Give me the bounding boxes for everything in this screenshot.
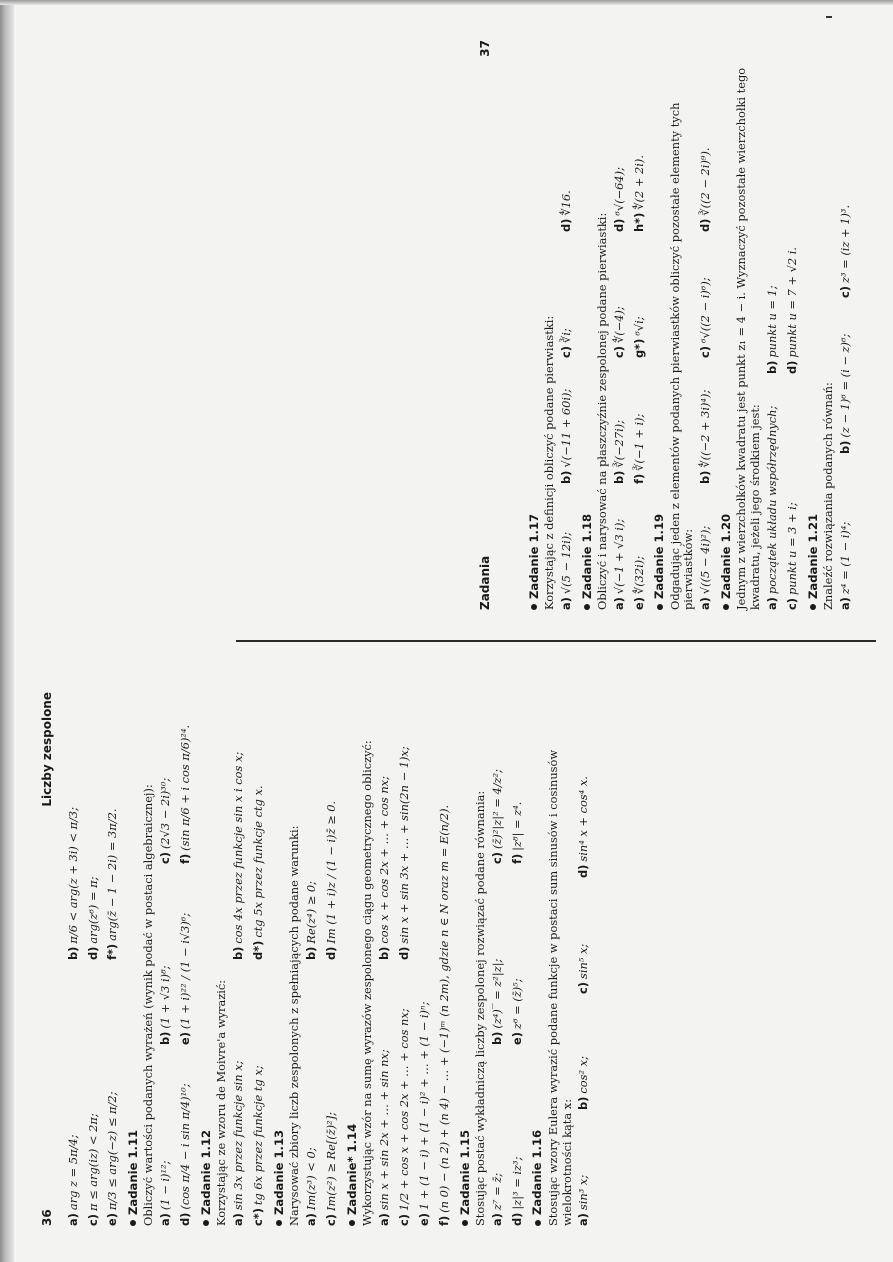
left-page-header bbox=[40, 692, 55, 1226]
exercise-row bbox=[378, 692, 392, 1226]
exercise-label: d) bbox=[785, 360, 800, 374]
exercise-item bbox=[438, 805, 452, 1226]
task-instruction: Narysować zbiory liczb zespolonych z spełniających podane warunki: bbox=[287, 825, 302, 1226]
exercise-row bbox=[232, 692, 246, 1226]
task-title: Zadanie 1.19 bbox=[652, 513, 667, 599]
exercise-item bbox=[491, 870, 505, 1045]
exercise-label: d) bbox=[396, 946, 411, 960]
bullet-icon bbox=[130, 1220, 136, 1226]
exercise-label: f) bbox=[631, 473, 646, 484]
exercise-expression: √(5 − 12i); bbox=[558, 531, 573, 595]
exercise-item bbox=[560, 238, 574, 358]
exercise-item bbox=[613, 238, 627, 358]
exercise-expression: cos 4x przez funkcje sin x i cos x; bbox=[231, 751, 246, 944]
exercise-expression: 1 + (1 − i) + (1 − i)² + … + (1 − i)ⁿ; bbox=[416, 1001, 431, 1211]
exercise-row bbox=[252, 692, 266, 1226]
exercise-item bbox=[633, 490, 647, 610]
exercise-expression: sin⁵ x; bbox=[576, 943, 591, 980]
scan-edge-top bbox=[0, 0, 893, 5]
task-heading bbox=[806, 40, 820, 610]
exercise-row bbox=[179, 692, 193, 1226]
exercise-label: b) bbox=[611, 470, 626, 484]
task-instruction: Wykorzystując wzór na sumę wyrazów zespolonego ciągu geometrycznego obliczyć: bbox=[360, 740, 375, 1226]
exercise-item bbox=[398, 966, 412, 1226]
exercise-item bbox=[577, 884, 591, 994]
task-instruction: Obliczyć wartości podanych wyrażeń (wynik podać w postaci algebraicznej): bbox=[141, 784, 156, 1226]
task-instruction: Jednym z wierzchołków kwadratu jest punkt z₁ = 4 − i. Wyznaczyć pozostałe wierzchołki tego kwadratu, jeżeli jego środkiem jest: bbox=[734, 67, 763, 610]
exercise-item bbox=[699, 238, 713, 358]
task-instruction: Korzystając z definicji obliczyć podane pierwiastki: bbox=[541, 315, 556, 610]
task-title: Zadanie* 1.14 bbox=[344, 1123, 359, 1215]
task-instruction: Korzystając ze wzoru de Moivre'a wyrazić: bbox=[214, 979, 229, 1226]
task-title: Zadanie 1.13 bbox=[272, 1129, 287, 1215]
exercise-label: c) bbox=[698, 346, 713, 358]
exercise-label: c) bbox=[324, 1214, 339, 1226]
exercise-expression: sin⁴ x + cos⁴ x. bbox=[576, 776, 591, 862]
exercise-item: c)π ≤ arg(iz) < 2π; bbox=[85, 1113, 100, 1226]
exercise-item bbox=[378, 776, 392, 960]
exercise-item bbox=[560, 490, 574, 610]
exercise-expression: (z̄)²|z|² = 4/z²; bbox=[489, 769, 504, 850]
exercise-expression: √((5 − 4i)²); bbox=[698, 525, 713, 595]
exercise-expression: (z − 1)⁶ = (i − z)⁶; bbox=[838, 333, 853, 438]
exercise-label: d) bbox=[576, 864, 591, 878]
exercise-expression: ∛((2 − 2i)⁹). bbox=[698, 147, 713, 216]
exercise-item bbox=[839, 304, 853, 454]
exercise-label: b) bbox=[489, 1031, 504, 1045]
task-instruction: Znaleźć rozwiązania podanych równań: bbox=[821, 382, 836, 610]
left-page bbox=[40, 692, 800, 1226]
exercise-label: b) bbox=[558, 470, 573, 484]
exercise-expression: Im(z³) < 0; bbox=[304, 1147, 319, 1211]
exercise-row bbox=[786, 40, 800, 610]
exercise-label: e) bbox=[178, 1032, 193, 1045]
exercise-label: b) bbox=[158, 1031, 173, 1045]
bullet-icon bbox=[531, 604, 537, 610]
exercise-label: a) bbox=[489, 1213, 504, 1226]
exercise-item bbox=[179, 1051, 193, 1226]
exercise-item bbox=[577, 776, 591, 878]
exercise-label: h*) bbox=[631, 212, 646, 232]
exercise-label: b) bbox=[838, 440, 853, 454]
exercise-row bbox=[766, 40, 780, 610]
task-heading bbox=[580, 40, 594, 610]
task-heading bbox=[530, 692, 544, 1226]
bullet-icon bbox=[203, 1220, 209, 1226]
exercise-label: a) bbox=[304, 1213, 319, 1226]
exercise-expression: ctg 5x przez funkcje ctg x. bbox=[251, 785, 266, 938]
exercise-row bbox=[438, 692, 452, 1226]
section-title: Zadania bbox=[478, 555, 492, 610]
bullet-icon bbox=[657, 604, 663, 610]
exercise-expression: tg 6x przez funkcje tg x; bbox=[251, 1065, 266, 1206]
exercise-label: e) bbox=[631, 597, 646, 610]
exercise-label: b) bbox=[231, 946, 246, 960]
exercise-item bbox=[699, 490, 713, 610]
exercise-label: a) bbox=[765, 597, 780, 610]
task-title: Zadanie 1.21 bbox=[806, 513, 821, 599]
exercise-item: e)π/3 ≤ arg(−z) ≤ π/2; bbox=[105, 1091, 120, 1226]
exercise-item: a)arg z = 5π/4; bbox=[65, 1134, 80, 1226]
exercise-label: e) bbox=[416, 1213, 431, 1226]
bullet-icon bbox=[349, 1220, 355, 1226]
exercise-label: c) bbox=[611, 346, 626, 358]
exercise-expression: z⁷ = z̄; bbox=[489, 1172, 504, 1211]
exercise-expression: ∜(32i); bbox=[631, 555, 646, 595]
exercise-expression: z⁴ = (1 − i)⁴; bbox=[838, 521, 853, 595]
exercise-expression: (1 + √3 i)⁸; bbox=[158, 965, 173, 1029]
exercise-item bbox=[232, 752, 246, 960]
prelude-exercises bbox=[67, 692, 121, 1226]
exercise-expression: (1 − i)¹²; bbox=[158, 1160, 173, 1211]
task-heading bbox=[458, 692, 472, 1226]
exercise-row bbox=[398, 692, 412, 1226]
task-instruction: Odgadując jeden z elementów podanych pierwiastków obliczyć pozostałe elementy tych pierwiastków: bbox=[667, 102, 696, 610]
exercise-item bbox=[491, 769, 505, 864]
exercise-expression: Im (1 + i)z / (1 − i)z̄ ≥ 0. bbox=[324, 800, 339, 944]
exercise-label: e) bbox=[509, 1032, 524, 1045]
exercise-label: d) bbox=[178, 1212, 193, 1226]
exercise-row bbox=[159, 692, 173, 1226]
exercise-row bbox=[106, 692, 120, 1226]
task-title: Zadanie 1.20 bbox=[719, 513, 734, 599]
exercise-expression: 1/2 + cos x + cos 2x + … + cos nx; bbox=[396, 1008, 411, 1212]
exercise-expression: Im(z²) ≥ Re[(z̄)²]; bbox=[324, 1111, 339, 1212]
exercise-row bbox=[418, 692, 432, 1226]
exercise-label: d) bbox=[324, 946, 339, 960]
task-title: Zadanie 1.15 bbox=[457, 1129, 472, 1215]
exercise-item bbox=[699, 147, 713, 232]
task-heading bbox=[272, 692, 286, 1226]
exercise-item: d)arg(z⁶) = π; bbox=[85, 876, 100, 960]
exercise-item bbox=[560, 190, 574, 232]
exercise-item bbox=[786, 380, 800, 610]
left-task-list bbox=[126, 692, 591, 1226]
exercise-label: c) bbox=[396, 1214, 411, 1226]
exercise-expression: |z|³ = iz³; bbox=[509, 1156, 524, 1210]
exercise-item bbox=[786, 247, 800, 374]
scan-edge-left bbox=[0, 0, 14, 1262]
page-number: 37 bbox=[478, 40, 492, 57]
exercise-row bbox=[577, 692, 591, 1226]
exercise-label: a) bbox=[576, 1213, 591, 1226]
exercise-item bbox=[633, 238, 647, 358]
exercise-item bbox=[305, 881, 319, 960]
exercise-item bbox=[633, 155, 647, 232]
exercise-label: a) bbox=[838, 597, 853, 610]
exercise-expression: sin 3x przez funkcje sin x; bbox=[231, 1060, 246, 1211]
exercise-label: a) bbox=[558, 597, 573, 610]
task-instruction: Obliczyć i narysować na płaszczyźnie zespolonej podane pierwiastki: bbox=[594, 212, 609, 610]
exercise-label: d*) bbox=[251, 940, 266, 960]
task-instruction: Stosując wzory Eulera wyrazić podane funkcje w postaci sum sinusów i cosinusów wielokrotności kąta x: bbox=[545, 749, 574, 1226]
exercise-expression: √(−1 + √3 i); bbox=[611, 518, 626, 595]
bullet-icon bbox=[810, 604, 816, 610]
exercise-label: f) bbox=[509, 853, 524, 864]
exercise-label: a) bbox=[231, 1213, 246, 1226]
exercise-label: a) bbox=[158, 1213, 173, 1226]
exercise-expression: ∜((−2 + 3i)⁴); bbox=[698, 389, 713, 468]
exercise-item bbox=[252, 966, 266, 1226]
exercise-expression: ⁶√i; bbox=[631, 316, 646, 336]
exercise-item bbox=[179, 870, 193, 1045]
exercise-item bbox=[491, 1051, 505, 1226]
exercise-label: f) bbox=[436, 1215, 451, 1226]
exercise-expression: cos² x; bbox=[576, 1056, 591, 1094]
exercise-item bbox=[159, 870, 173, 1045]
exercise-expression: ⁶√((2 − i)⁶); bbox=[698, 277, 713, 344]
exercise-expression: z³ = (iz + 1)³. bbox=[838, 204, 853, 284]
exercise-row bbox=[839, 40, 853, 610]
exercise-item bbox=[633, 364, 647, 484]
exercise-expression: √(−11 + 60i); bbox=[558, 388, 573, 468]
exercise-item bbox=[232, 966, 246, 1226]
exercise-item bbox=[179, 725, 193, 864]
exercise-label: c) bbox=[576, 982, 591, 994]
exercise-expression: punkt u = 7 + √2 i. bbox=[785, 247, 800, 358]
exercise-expression: (2√3 − 2i)³⁰; bbox=[158, 777, 173, 850]
exercise-label: b) bbox=[376, 946, 391, 960]
exercise-label: b) bbox=[765, 360, 780, 374]
task-instruction: Stosując postać wykładniczą liczby zespolonej rozwiązać podane równania: bbox=[472, 790, 487, 1226]
exercise-expression: ⁶√(−64); bbox=[611, 167, 626, 216]
task-title: Zadanie 1.11 bbox=[126, 1129, 141, 1215]
exercise-label: b) bbox=[698, 470, 713, 484]
exercise-item bbox=[325, 801, 339, 960]
exercise-label: b) bbox=[576, 1096, 591, 1110]
exercise-expression: (z⁴)‾ = z²|z|; bbox=[489, 958, 504, 1029]
exercise-item bbox=[560, 364, 574, 484]
task-title: Zadanie 1.17 bbox=[526, 513, 541, 599]
exercise-expression: cos x + cos 2x + … + cos nx; bbox=[376, 776, 391, 944]
exercise-item bbox=[325, 966, 339, 1226]
task-title: Zadanie 1.12 bbox=[199, 1129, 214, 1215]
exercise-label: c) bbox=[785, 598, 800, 610]
exercise-expression: (n 0) − (n 2) + (n 4) − … + (−1)ᵐ (n 2m), gdzie n ∈ N oraz m = E(n/2). bbox=[436, 804, 451, 1213]
exercise-item bbox=[613, 364, 627, 484]
exercise-label: a) bbox=[611, 597, 626, 610]
exercise-row bbox=[87, 692, 101, 1226]
exercise-expression: (1 + i)²² / (1 − i√3)⁶; bbox=[178, 912, 193, 1030]
exercise-row bbox=[560, 40, 574, 610]
exercise-label: d) bbox=[611, 218, 626, 232]
exercise-item bbox=[418, 1002, 432, 1226]
task-heading bbox=[345, 692, 359, 1226]
exercise-label: a) bbox=[698, 597, 713, 610]
exercise-expression: |z⁸| = z⁴. bbox=[509, 801, 524, 851]
task-heading bbox=[199, 692, 213, 1226]
exercise-label: c) bbox=[158, 852, 173, 864]
exercise-item bbox=[577, 1000, 591, 1110]
exercise-expression: sin x + sin 2x + … + sin nx; bbox=[376, 1049, 391, 1211]
exercise-label: d) bbox=[698, 218, 713, 232]
exercise-item: f*)arg(z̄ − 1 − 2i) = 3π/2. bbox=[105, 808, 120, 960]
exercise-item bbox=[613, 167, 627, 232]
exercise-label: c*) bbox=[251, 1208, 266, 1226]
exercise-row bbox=[699, 40, 713, 610]
exercise-expression: (sin π/6 + i cos π/6)²⁴. bbox=[178, 724, 193, 851]
exercise-expression: ∛i; bbox=[558, 328, 573, 344]
task-heading bbox=[527, 40, 541, 610]
exercise-row bbox=[67, 692, 81, 1226]
exercise-row bbox=[633, 40, 647, 610]
bullet-icon bbox=[584, 604, 590, 610]
task-title: Zadanie 1.18 bbox=[579, 513, 594, 599]
exercise-item bbox=[398, 746, 412, 960]
exercise-expression: ∜(−4); bbox=[611, 306, 626, 344]
right-task-list bbox=[527, 40, 853, 610]
exercise-expression: ∛(−1 + i); bbox=[631, 413, 646, 471]
exercise-label: d) bbox=[558, 218, 573, 232]
exercise-row bbox=[511, 692, 525, 1226]
exercise-item bbox=[378, 966, 392, 1226]
bullet-icon bbox=[276, 1220, 282, 1226]
exercise-label: a) bbox=[376, 1213, 391, 1226]
exercise-expression: Re(z⁴) ≥ 0; bbox=[304, 880, 319, 944]
exercise-item bbox=[766, 285, 780, 374]
exercise-item bbox=[159, 778, 173, 864]
task-heading bbox=[126, 692, 140, 1226]
exercise-label: g*) bbox=[631, 338, 646, 358]
exercise-expression: punkt u = 1; bbox=[765, 285, 780, 358]
exercise-item bbox=[699, 364, 713, 484]
exercise-item bbox=[511, 870, 525, 1045]
exercise-label: b) bbox=[304, 946, 319, 960]
exercise-label: c) bbox=[558, 346, 573, 358]
task-title: Zadanie 1.16 bbox=[530, 1129, 545, 1215]
exercise-row bbox=[325, 692, 339, 1226]
task-heading bbox=[719, 40, 733, 610]
bullet-icon bbox=[535, 1220, 541, 1226]
page-fold-line bbox=[236, 640, 876, 642]
exercise-expression: sin x + sin 3x + … + sin(2n − 1)x; bbox=[396, 746, 411, 944]
exercise-item bbox=[511, 802, 525, 864]
exercise-item bbox=[839, 460, 853, 610]
exercise-label: d) bbox=[509, 1212, 524, 1226]
exercise-item bbox=[577, 1116, 591, 1226]
exercise-item: b)π/6 < arg(z + 3i) < π/3; bbox=[65, 806, 80, 960]
exercise-label: c) bbox=[489, 852, 504, 864]
exercise-item bbox=[766, 380, 780, 610]
exercise-row bbox=[613, 40, 627, 610]
exercise-item bbox=[305, 966, 319, 1226]
exercise-label: c) bbox=[838, 286, 853, 298]
right-page-header bbox=[478, 40, 515, 610]
running-title: Liczby zespolone bbox=[40, 692, 54, 807]
exercise-expression: sin³ x; bbox=[576, 1174, 591, 1211]
exercise-expression: ∜(2 + 2i). bbox=[631, 155, 646, 210]
exercise-row bbox=[491, 692, 505, 1226]
exercise-expression: początek układu współrzędnych; bbox=[765, 405, 780, 595]
right-page bbox=[478, 40, 893, 610]
exercise-item bbox=[839, 205, 853, 298]
exercise-row bbox=[305, 692, 319, 1226]
exercise-label: f) bbox=[178, 853, 193, 864]
exercise-item bbox=[252, 785, 266, 960]
page-number: 36 bbox=[40, 1209, 54, 1226]
exercise-expression: ∜16. bbox=[558, 190, 573, 216]
exercise-expression: (cos π/4 − i sin π/4)¹⁰; bbox=[178, 1083, 193, 1210]
exercise-item bbox=[613, 490, 627, 610]
exercise-expression: ∛(−27i); bbox=[611, 419, 626, 468]
exercise-expression: z⁶ = (z̄)⁵; bbox=[509, 978, 524, 1030]
bullet-icon bbox=[723, 604, 729, 610]
exercise-item bbox=[159, 1051, 173, 1226]
bullet-icon bbox=[462, 1220, 468, 1226]
task-heading bbox=[652, 40, 666, 610]
scan-mark bbox=[826, 16, 832, 18]
exercise-expression: punkt u = 3 + i; bbox=[785, 502, 800, 596]
exercise-item bbox=[511, 1051, 525, 1226]
